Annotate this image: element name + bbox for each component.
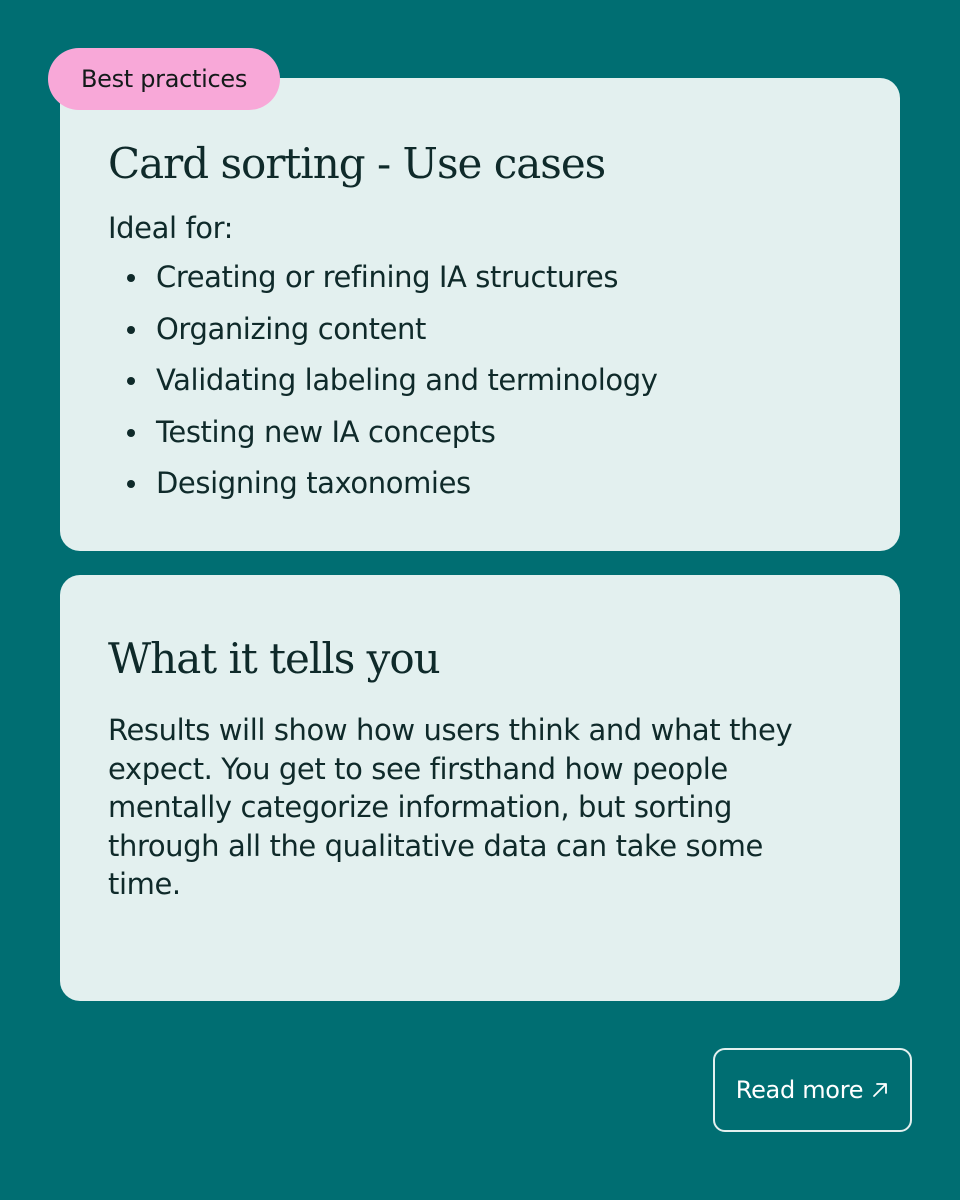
ideal-for-label: Ideal for: <box>108 211 233 245</box>
list-item-text: Validating labeling and terminology <box>156 363 658 397</box>
what-it-tells-you-body: Results will show how users think and what they expect. You get to see firsthand how people mentally categorize information, but sorting through all the qualitative data can take some time. <box>108 713 793 901</box>
bullet-icon <box>127 326 135 334</box>
list-item <box>108 458 852 510</box>
bullet-icon <box>127 429 135 437</box>
best-practices-tag: Best practices <box>48 48 280 110</box>
read-more-button[interactable] <box>713 1048 912 1132</box>
read-more-label: Read more <box>735 1076 864 1104</box>
bullet-icon <box>127 274 135 282</box>
what-it-tells-you-card <box>60 575 900 1001</box>
list-item-text: Testing new IA concepts <box>156 414 496 449</box>
what-it-tells-you-title: What it tells you <box>108 634 440 683</box>
use-cases-list <box>108 252 852 510</box>
use-cases-title: Card sorting - Use cases <box>108 139 606 188</box>
bullet-icon <box>127 377 135 385</box>
list-item-text: Designing taxonomies <box>156 466 471 500</box>
list-item-text: Creating or refining IA structures <box>156 260 619 294</box>
use-cases-card <box>60 78 900 551</box>
bullet-icon <box>127 480 135 488</box>
list-item <box>108 355 852 407</box>
list-item <box>108 407 852 459</box>
list-item <box>108 304 852 356</box>
arrow-up-right-icon <box>871 1081 889 1099</box>
list-item-text: Organizing content <box>156 311 426 346</box>
list-item <box>108 252 852 304</box>
